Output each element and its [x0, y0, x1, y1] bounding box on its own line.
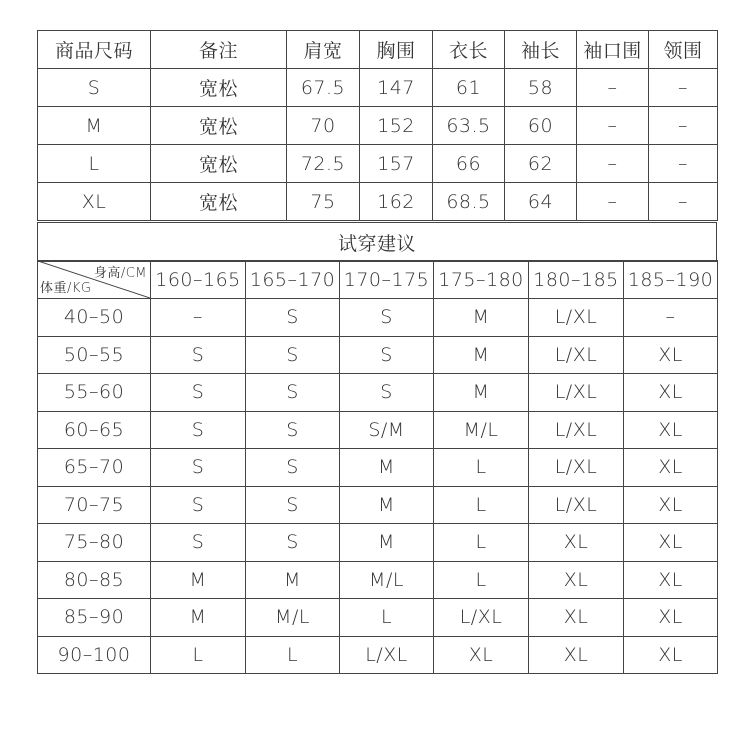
size-spec-header-cell: 肩宽	[287, 31, 360, 69]
size-spec-cell: 61	[433, 69, 505, 107]
size-spec-cell: 152	[360, 107, 433, 145]
fit-row	[38, 486, 718, 524]
suggested-size-cell: S	[246, 336, 340, 374]
size-spec-row	[38, 107, 718, 145]
weight-range-cell: 75–80	[38, 524, 151, 562]
size-spec-cell: 70	[287, 107, 360, 145]
size-spec-cell: 66	[433, 145, 505, 183]
suggested-size-cell: XL	[624, 449, 718, 487]
size-spec-header-cell: 领围	[649, 31, 718, 69]
size-spec-row	[38, 183, 718, 221]
suggested-size-cell: L/XL	[529, 486, 624, 524]
suggested-size-cell: S	[151, 486, 246, 524]
suggested-size-cell: L	[434, 524, 529, 562]
suggested-size-cell: S	[246, 374, 340, 412]
size-spec-cell: 147	[360, 69, 433, 107]
fit-section-title: 试穿建议	[38, 223, 717, 262]
fit-row	[38, 411, 718, 449]
fit-suggestion-table	[37, 260, 718, 674]
suggested-size-cell: L/XL	[529, 336, 624, 374]
size-spec-cell: 宽松	[151, 145, 287, 183]
size-spec-table	[37, 30, 718, 221]
suggested-size-cell: S	[246, 486, 340, 524]
size-spec-cell: XL	[38, 183, 151, 221]
fit-row	[38, 561, 718, 599]
suggested-size-cell: L	[151, 636, 246, 674]
size-spec-body	[38, 31, 718, 221]
size-spec-cell: –	[577, 145, 649, 183]
size-spec-header-cell: 袖口围	[577, 31, 649, 69]
suggested-size-cell: S	[340, 299, 434, 337]
suggested-size-cell: S	[151, 411, 246, 449]
fit-row	[38, 599, 718, 637]
suggested-size-cell: XL	[624, 336, 718, 374]
weight-range-cell: 70–75	[38, 486, 151, 524]
suggested-size-cell: M	[434, 336, 529, 374]
size-spec-cell: 64	[505, 183, 577, 221]
size-spec-cell: 宽松	[151, 107, 287, 145]
suggested-size-cell: S	[151, 336, 246, 374]
size-spec-cell: 62	[505, 145, 577, 183]
fit-corner-cell	[38, 261, 151, 299]
fit-header-row	[38, 261, 718, 299]
suggested-size-cell: L	[434, 561, 529, 599]
suggested-size-cell: L/XL	[529, 299, 624, 337]
size-spec-header-cell: 衣长	[433, 31, 505, 69]
size-spec-cell: –	[649, 107, 718, 145]
size-spec-cell: –	[577, 183, 649, 221]
suggested-size-cell: M	[434, 374, 529, 412]
suggested-size-cell: M	[151, 599, 246, 637]
suggested-size-cell: XL	[529, 524, 624, 562]
fit-suggestion-body	[38, 261, 718, 674]
weight-axis-label: 体重/KG	[40, 281, 92, 296]
size-spec-row	[38, 145, 718, 183]
size-spec-cell: –	[577, 69, 649, 107]
size-spec-cell: S	[38, 69, 151, 107]
suggested-size-cell: S	[246, 411, 340, 449]
suggested-size-cell: L/XL	[340, 636, 434, 674]
height-range-header: 170–175	[340, 261, 434, 299]
weight-range-cell: 90–100	[38, 636, 151, 674]
suggested-size-cell: XL	[434, 636, 529, 674]
suggested-size-cell: M	[340, 486, 434, 524]
suggested-size-cell: M	[340, 524, 434, 562]
suggested-size-cell: L	[340, 599, 434, 637]
size-spec-cell: 68.5	[433, 183, 505, 221]
fit-row	[38, 299, 718, 337]
suggested-size-cell: S	[151, 374, 246, 412]
fit-row	[38, 374, 718, 412]
suggested-size-cell: XL	[529, 561, 624, 599]
size-spec-cell: 162	[360, 183, 433, 221]
suggested-size-cell: –	[151, 299, 246, 337]
suggested-size-cell: S	[340, 336, 434, 374]
weight-range-cell: 50–55	[38, 336, 151, 374]
size-spec-cell: 63.5	[433, 107, 505, 145]
suggested-size-cell: XL	[624, 411, 718, 449]
suggested-size-cell: XL	[624, 486, 718, 524]
suggested-size-cell: XL	[624, 374, 718, 412]
height-axis-label: 身高/CM	[93, 266, 147, 281]
weight-range-cell: 65–70	[38, 449, 151, 487]
fit-row	[38, 336, 718, 374]
suggested-size-cell: M/L	[340, 561, 434, 599]
weight-range-cell: 85–90	[38, 599, 151, 637]
suggested-size-cell: M/L	[434, 411, 529, 449]
size-spec-header-cell: 备注	[151, 31, 287, 69]
suggested-size-cell: L/XL	[529, 374, 624, 412]
fit-title-table	[37, 222, 717, 262]
suggested-size-cell: L	[434, 486, 529, 524]
weight-range-cell: 55–60	[38, 374, 151, 412]
fit-row	[38, 636, 718, 674]
height-range-header: 180–185	[529, 261, 624, 299]
height-range-header: 160–165	[151, 261, 246, 299]
suggested-size-cell: XL	[624, 561, 718, 599]
suggested-size-cell: XL	[624, 599, 718, 637]
size-spec-row	[38, 69, 718, 107]
suggested-size-cell: XL	[624, 524, 718, 562]
height-range-header: 185–190	[624, 261, 718, 299]
suggested-size-cell: XL	[529, 599, 624, 637]
size-spec-cell: –	[649, 145, 718, 183]
weight-range-cell: 80–85	[38, 561, 151, 599]
suggested-size-cell: S	[340, 374, 434, 412]
suggested-size-cell: M	[434, 299, 529, 337]
size-spec-header-cell: 胸围	[360, 31, 433, 69]
suggested-size-cell: L	[434, 449, 529, 487]
suggested-size-cell: L/XL	[529, 411, 624, 449]
suggested-size-cell: L/XL	[529, 449, 624, 487]
size-spec-header-cell: 商品尺码	[38, 31, 151, 69]
height-range-header: 175–180	[434, 261, 529, 299]
suggested-size-cell: S	[151, 524, 246, 562]
weight-range-cell: 60–65	[38, 411, 151, 449]
suggested-size-cell: –	[624, 299, 718, 337]
size-spec-header-row	[38, 31, 718, 69]
fit-row	[38, 449, 718, 487]
size-spec-cell: 宽松	[151, 183, 287, 221]
size-spec-cell: 58	[505, 69, 577, 107]
size-spec-cell: –	[649, 69, 718, 107]
suggested-size-cell: M	[340, 449, 434, 487]
size-spec-cell: 75	[287, 183, 360, 221]
fit-row	[38, 524, 718, 562]
suggested-size-cell: L/XL	[434, 599, 529, 637]
suggested-size-cell: M	[246, 561, 340, 599]
size-spec-cell: L	[38, 145, 151, 183]
height-range-header: 165–170	[246, 261, 340, 299]
suggested-size-cell: S/M	[340, 411, 434, 449]
suggested-size-cell: S	[246, 299, 340, 337]
size-spec-cell: 157	[360, 145, 433, 183]
suggested-size-cell: M	[151, 561, 246, 599]
suggested-size-cell: M/L	[246, 599, 340, 637]
suggested-size-cell: S	[246, 449, 340, 487]
size-spec-cell: –	[649, 183, 718, 221]
suggested-size-cell: S	[246, 524, 340, 562]
size-spec-cell: M	[38, 107, 151, 145]
size-spec-header-cell: 袖长	[505, 31, 577, 69]
size-spec-cell: –	[577, 107, 649, 145]
size-spec-cell: 60	[505, 107, 577, 145]
size-spec-cell: 宽松	[151, 69, 287, 107]
suggested-size-cell: XL	[529, 636, 624, 674]
suggested-size-cell: XL	[624, 636, 718, 674]
weight-range-cell: 40–50	[38, 299, 151, 337]
size-spec-cell: 72.5	[287, 145, 360, 183]
suggested-size-cell: S	[151, 449, 246, 487]
size-spec-cell: 67.5	[287, 69, 360, 107]
suggested-size-cell: L	[246, 636, 340, 674]
